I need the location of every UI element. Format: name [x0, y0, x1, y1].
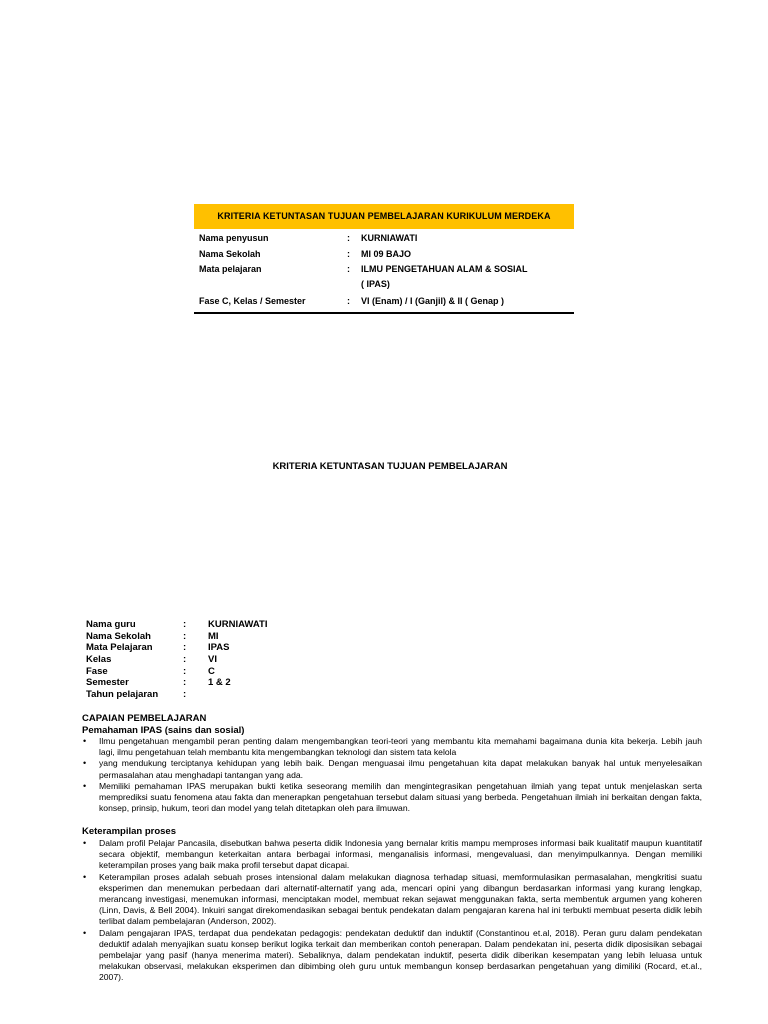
kktp-row	[199, 248, 574, 261]
identity-row	[86, 619, 267, 631]
identity-colon: :	[183, 689, 187, 701]
kktp-row	[199, 262, 574, 292]
kktp-row-colon: :	[347, 264, 350, 274]
kktp-row-colon: :	[347, 233, 350, 243]
identity-colon: :	[183, 654, 187, 666]
identity-row	[86, 689, 267, 701]
identity-row	[86, 642, 267, 654]
identity-label: Nama guru	[86, 619, 136, 630]
kktp-row-label: Nama penyusun	[199, 233, 269, 243]
list-item	[82, 838, 702, 872]
identity-value: VI	[208, 654, 217, 666]
bullet-icon: •	[83, 871, 87, 882]
kktp-row-label: Mata pelajaran	[199, 264, 262, 274]
identity-label: Kelas	[86, 654, 112, 666]
kktp-row-value	[361, 262, 571, 292]
identity-colon: :	[183, 642, 187, 654]
kktp-box	[194, 204, 574, 314]
identity-value: IPAS	[208, 642, 230, 654]
kktp-row-label: Fase C, Kelas / Semester	[199, 296, 306, 306]
identity-label: Semester	[86, 677, 129, 689]
kktp-row-value: KURNIAWATI	[361, 233, 418, 243]
bullet-icon: •	[83, 736, 87, 746]
identity-label: Nama Sekolah	[86, 630, 151, 642]
list-item-text: Ilmu pengetahuan mengambil peran penting dalam mengembangkan teori-teori yang membantu kita memahami bagaimana dunia kita bekerja. Lebih jauh lagi, ilmu pengetahuan telah membantu kita mengembangkan teknologi dan sistem tata kelola	[99, 736, 702, 758]
kktp-row-colon: :	[347, 249, 350, 259]
list-item-text: Keterampilan proses adalah sebuah proses intensional dalam melakukan diagnosa terhadap situasi, memformulasikan permasalahan, mengkritisi suatu eksperimen dan menemukan perbedaan dari alternatif-alternatif yang ada, mencari opini yang dibangun berdasarkan informasi yang kurang lengkap, merancang investigasi, menemukan informasi, menciptakan model, membuat rekan sejawat menggunakan fakta, serta membentuk argumen yang koheren (Linn, Davis, & Bell 2004). Inkuiri sangat direkomendasikan sebagai bentuk pendekatan dalam pengajaran karena hal ini terbukti membuat peserta didik lebih terlibat dalam pembelajaran (Anderson, 2002).	[99, 871, 702, 927]
identity-label: Mata Pelajaran	[86, 642, 153, 654]
section-title-keterampilan: Keterampilan proses	[82, 826, 176, 838]
kktp-row-value: MI 09 BAJO	[361, 249, 412, 259]
identity-row	[86, 654, 267, 666]
list-item	[82, 872, 702, 928]
bullet-icon: •	[83, 780, 87, 791]
kktp-row	[199, 232, 574, 245]
list-item	[82, 928, 702, 984]
identity-label: Tahun pelajaran	[86, 689, 159, 701]
kktp-row-value: VI (Enam) / I (Ganjil) & II ( Genap )	[361, 296, 505, 306]
section-title-capaian: CAPAIAN PEMBELAJARAN	[82, 713, 207, 724]
list-item	[82, 736, 702, 758]
list-item-text: Dalam pengajaran IPAS, terdapat dua pendekatan pedagogis: pendekatan deduktif dan induktif (Constantinou et.al, 2018). Peran guru dalam pendekatan deduktif adalah menyajikan suatu konsep berikut logika terkait dan memberikan contoh penerapan. Dalam pendekatan ini, peserta didik diposisikan sebagai pembelajar yang pasif (hanya menerima materi). Sebaliknya, dalam pendekatan induktif, peserta didik diberikan kesempatan yang lebih leluasa untuk melakukan observasi, melakukan eksperimen dan dibimbing oleh guru untuk membangun konsep berdasarkan pengetahuan yang dimiliki (Rocard, et.al., 2007).	[99, 927, 702, 983]
bullet-icon: •	[83, 758, 87, 769]
list-item-text: yang mendukung terciptanya kehidupan yang lebih baik. Dengan menguasai ilmu pengetahuan kita dapat melakukan banyak hal untuk menyelesaikan permasalahan atau menghadapi tantangan yang ada.	[99, 758, 702, 780]
page-title: KRITERIA KETUNTASAN TUJUAN PEMBELAJARAN	[272, 461, 508, 472]
identity-value: MI	[208, 630, 219, 642]
identity-colon: :	[183, 677, 187, 689]
keterampilan-list	[82, 838, 702, 984]
identity-colon: :	[183, 619, 187, 630]
kktp-rows	[194, 232, 574, 314]
kktp-row-label: Nama Sekolah	[199, 249, 261, 259]
capaian-list	[82, 736, 702, 814]
list-item	[82, 758, 702, 780]
kktp-row	[199, 295, 574, 308]
list-item-text: Memiliki pemahaman IPAS merupakan bukti ketika seseorang memilih dan mengintegrasikan pengetahuan ilmiah yang tepat untuk menjelaskan serta memprediksi suatu fenomena atau fakta dan menerapkan pengetahuan tersebut dalam situasi yang berbeda. Pengetahuan ilmiah ini berkaitan dengan fakta, konsep, prinsip, hukum, teori dan model yang telah ditetapkan oleh para ilmuwan.	[99, 780, 702, 814]
identity-block	[86, 619, 267, 701]
bullet-icon: •	[83, 927, 87, 938]
identity-label: Fase	[86, 665, 108, 677]
identity-row	[86, 677, 267, 689]
kktp-row-value-line2: ( IPAS)	[361, 279, 390, 289]
identity-colon: :	[183, 630, 187, 642]
list-item	[82, 781, 702, 815]
identity-value: KURNIAWATI	[208, 619, 268, 630]
identity-row	[86, 631, 267, 643]
spacer	[82, 814, 702, 826]
content-body	[82, 713, 702, 984]
kktp-row-colon: :	[347, 296, 350, 306]
identity-colon: :	[183, 665, 187, 677]
list-item-text: Dalam profil Pelajar Pancasila, disebutkan bahwa peserta didik Indonesia yang bernalar kritis mampu memproses informasi baik kualitatif maupun kuantitatif secara objektif, membangun keterkaitan antara berbagai informasi, menganalisis informasi, mengevaluasi, dan menyimpulkannya. Dengan memiliki keterampilan proses yang baik maka profil tersebut dapat dicapai.	[99, 837, 702, 871]
subsection-title-pemahaman: Pemahaman IPAS (sains dan sosial)	[82, 724, 245, 736]
identity-value: 1 & 2	[208, 677, 231, 689]
identity-row	[86, 666, 267, 678]
bullet-icon: •	[83, 837, 87, 848]
identity-value: C	[208, 665, 215, 677]
kktp-header: KRITERIA KETUNTASAN TUJUAN PEMBELAJARAN KURIKULUM MERDEKA	[194, 204, 574, 229]
kktp-row-value-line1: ILMU PENGETAHUAN ALAM & SOSIAL	[361, 264, 528, 274]
